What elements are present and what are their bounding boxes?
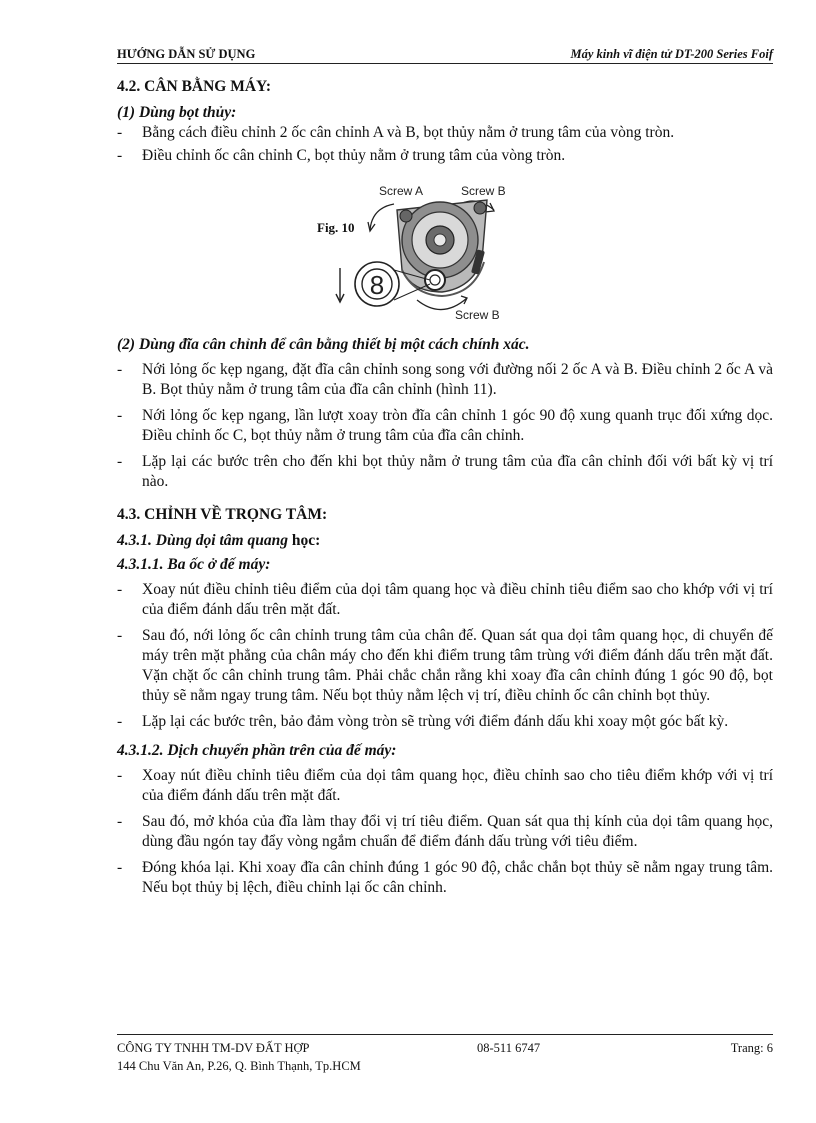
footer-company: CÔNG TY TNHH TM-DV ĐẤT HỢP [117,1041,310,1055]
screw-b-top-label: Screw B [461,184,506,198]
screw-c-arrow-icon [417,298,467,310]
circular-bubble-icon [425,270,445,290]
figure-10 [117,170,773,328]
leveling-base-illustration [302,170,522,328]
screw-b-bottom-label: Screw B [455,308,500,322]
list-item: - Xoay nút điều chỉnh tiêu điểm của dọi tâm quang học, điều chỉnh sao cho tiêu điểm khớp với vị trí của điểm đánh dấu trên mặt đất. [117,767,773,804]
footer-phone: 08-511 6747 [477,1041,541,1055]
subsection-bubble-title: (1) Dùng bọt thủy: [117,104,237,121]
header-right-title: Máy kinh vĩ điện tử DT-200 Series Foif [570,47,773,61]
list-item: - Sau đó, mở khóa của đĩa làm thay đổi vị trí tiêu điểm. Quan sát qua thị kính của dọi tâm quang học, dùng đầu ngón tay đẩy vòng ngắm chuẩn để điểm đánh dấu trùng với tiêu điểm. [117,813,773,850]
figure-label: Fig. 10 [317,220,355,235]
list-item: - Xoay nút điều chỉnh tiêu điểm của dọi tâm quang học và điều chỉnh tiêu điểm sao cho khớp với vị trí của điểm đánh dấu trên mặt đất. [117,581,773,618]
screw-a-label: Screw A [379,184,424,198]
list-item: - Điều chỉnh ốc cân chỉnh C, bọt thủy nằm ở trung tâm của vòng tròn. [117,147,566,164]
list-item: - Lặp lại các bước trên cho đến khi bọt thủy nằm ở trung tâm của đĩa cân chỉnh đối với bất kỳ vị trí nào. [117,453,773,490]
footer-page-number: Trang: 6 [730,1041,773,1055]
footer-address: 144 Chu Văn An, P.26, Q. Bình Thạnh, Tp.HCM [117,1059,361,1073]
page-header [117,41,773,64]
section-4-3-title: 4.3. CHỈNH VỀ TRỌNG TÂM: [117,506,328,523]
list-item: - Sau đó, nới lỏng ốc cân chỉnh trung tâm của chân đế. Quan sát qua dọi tâm quang học, di chuyển đế máy trên mặt phẳng của chân máy cho đến khi điểm trung tâm trùng với điểm đánh dấu trên mặt đất. Vặn chặt ốc cân chỉnh trung tâm. Phải chắc chắn rằng khi xoay đĩa cân chỉnh đúng 1 góc 90 độ, bọt thủy sẽ nằm ngay trung tâm. Nếu bọt thủy nằm lệch vị trí, điều chỉnh ốc cân chỉnh bọt thủy. [117,627,773,704]
subsection-4-3-1-1-title: 4.3.1.1. Ba ốc ở đế máy: [117,556,271,573]
list-item: - Nới lỏng ốc kẹp ngang, đặt đĩa cân chỉnh song song với đường nối 2 ốc A và B. Điều chỉnh 2 ốc A và B. Bọt thủy nằm ở trung tâm của đĩa cân chỉnh (hình 11). [117,361,773,398]
list-item: - Đóng khóa lại. Khi xoay đĩa cân chỉnh đúng 1 góc 90 độ, chắc chắn bọt thủy sẽ nằm ngay trung tâm. Nếu bọt thủy bị lệch, điều chỉnh lại ốc cân chỉnh. [117,859,773,896]
page-footer [117,1034,773,1073]
page-content [117,76,773,898]
section-4-2-title: 4.2. CÂN BẰNG MÁY: [117,78,271,95]
subsection-plate-level-title: (2) Dùng đĩa cân chỉnh để cân bằng thiết bị một cách chính xác. [117,336,530,353]
subsection-4-3-1-2-title: 4.3.1.2. Dịch chuyển phần trên của đế máy: [117,742,397,759]
list-item: - Nới lỏng ốc kẹp ngang, lần lượt xoay tròn đĩa cân chỉnh 1 góc 90 độ xung quanh trục đối xứng dọc. Điều chỉnh ốc C, bọt thủy nằm ở trung tâm của đĩa cân chỉnh. [117,407,773,444]
list-item: - Lặp lại các bước trên, bảo đảm vòng tròn sẽ trùng với điểm đánh dấu khi xoay một góc bất kỳ. [117,713,729,730]
list-item: - Bằng cách điều chỉnh 2 ốc cân chỉnh A và B, bọt thủy nằm ở trung tâm của vòng tròn. [117,124,675,141]
subsection-4-3-1-title: 4.3.1. Dùng dọi tâm quang học: [117,532,321,549]
header-left-title: HƯỚNG DẪN SỬ DỤNG [117,47,256,61]
bubble-digit: 8 [369,270,385,300]
